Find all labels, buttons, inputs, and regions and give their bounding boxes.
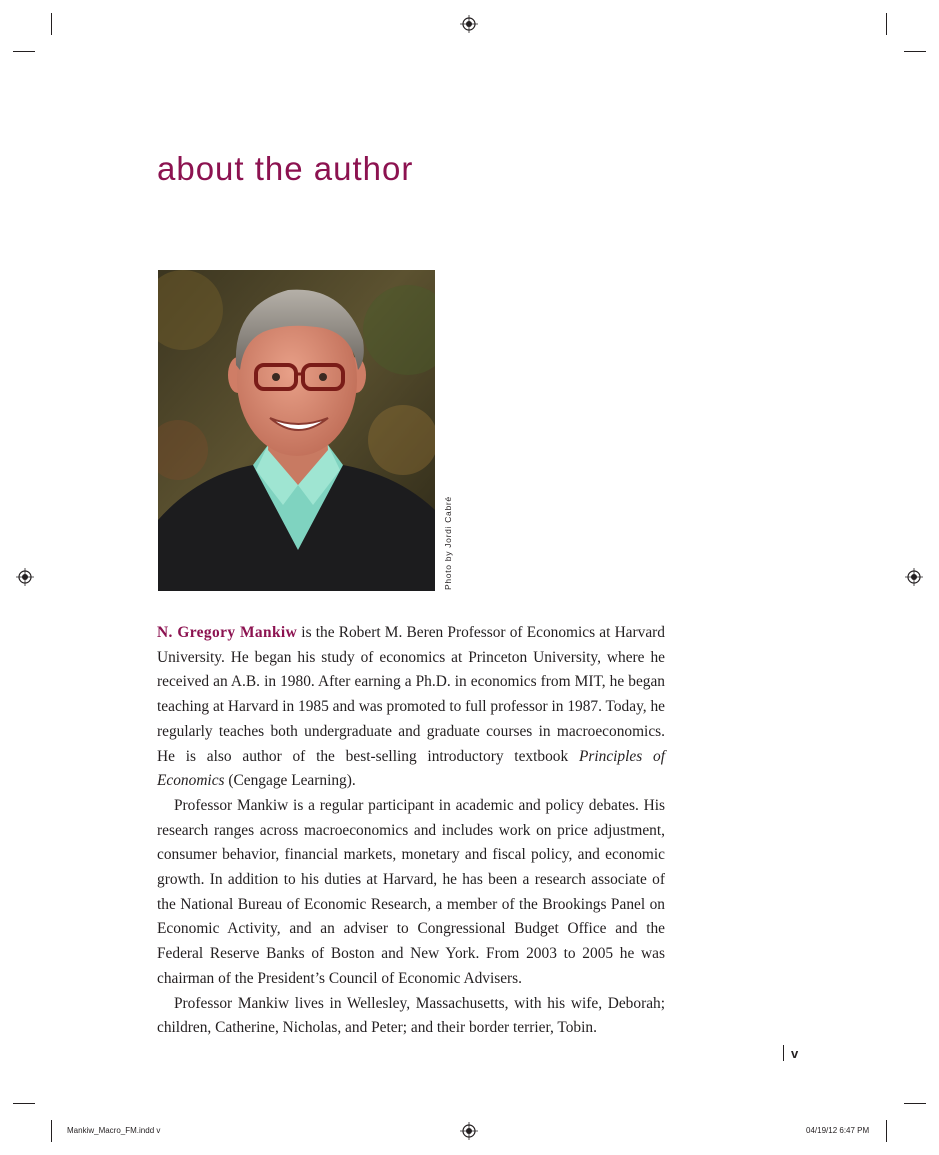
crop-mark	[13, 51, 35, 52]
bio-paragraph	[157, 621, 665, 794]
bio-text: is the Robert M. Beren Professor of Economics at Harvard University. He began his study of economics at Princeton University, where he received an A.B. in 1980. After earning a Ph.D. in economics from MIT, he began teaching at Harvard in 1985 and was promoted to full professor in 1987. Today, he regularly teaches both undergraduate and graduate courses in macroeconomics. He is also author of the best-selling introductory textbook	[157, 624, 665, 765]
bio-text: (Cengage Learning).	[224, 772, 356, 790]
bio-paragraph: Professor Mankiw is a regular participant in academic and policy debates. His research ranges across macroeconomics and includes work on price adjustment, consumer behavior, financial markets, monetary and fiscal policy, and economic growth. In addition to his duties at Harvard, he has been a research associate of the National Bureau of Economic Research, a member of the Brookings Panel on Economic Activity, and an adviser to Congressional Budget Office and the Federal Reserve Banks of Boston and New York. From 2003 to 2005 he was chairman of the President’s Council of Economic Advisers.	[157, 796, 665, 987]
crop-mark	[51, 13, 52, 35]
slug-timestamp: 04/19/12 6:47 PM	[806, 1126, 870, 1135]
crop-mark	[13, 1103, 35, 1104]
author-photo	[158, 270, 435, 591]
crop-mark	[51, 1120, 52, 1142]
crop-mark	[886, 13, 887, 35]
slug-filename: Mankiw_Macro_FM.indd v	[67, 1126, 161, 1135]
bio-paragraph: Professor Mankiw lives in Wellesley, Massachusetts, with his wife, Deborah; children, Catherine, Nicholas, and Peter; and their border terrier, Tobin.	[157, 994, 665, 1037]
registration-mark-icon	[460, 1122, 478, 1140]
author-bio	[157, 621, 665, 1041]
registration-mark-icon	[905, 568, 923, 586]
author-name: N. Gregory Mankiw	[157, 624, 298, 641]
crop-mark	[886, 1120, 887, 1142]
registration-mark-icon	[460, 15, 478, 33]
page-title: about the author	[157, 150, 414, 187]
crop-mark	[904, 51, 926, 52]
crop-mark	[904, 1103, 926, 1104]
photo-credit: Photo by Jordi Cabré	[443, 496, 453, 590]
book-title: Principles of Economics	[157, 747, 665, 790]
registration-mark-icon	[16, 568, 34, 586]
page-number: v	[783, 1045, 798, 1061]
